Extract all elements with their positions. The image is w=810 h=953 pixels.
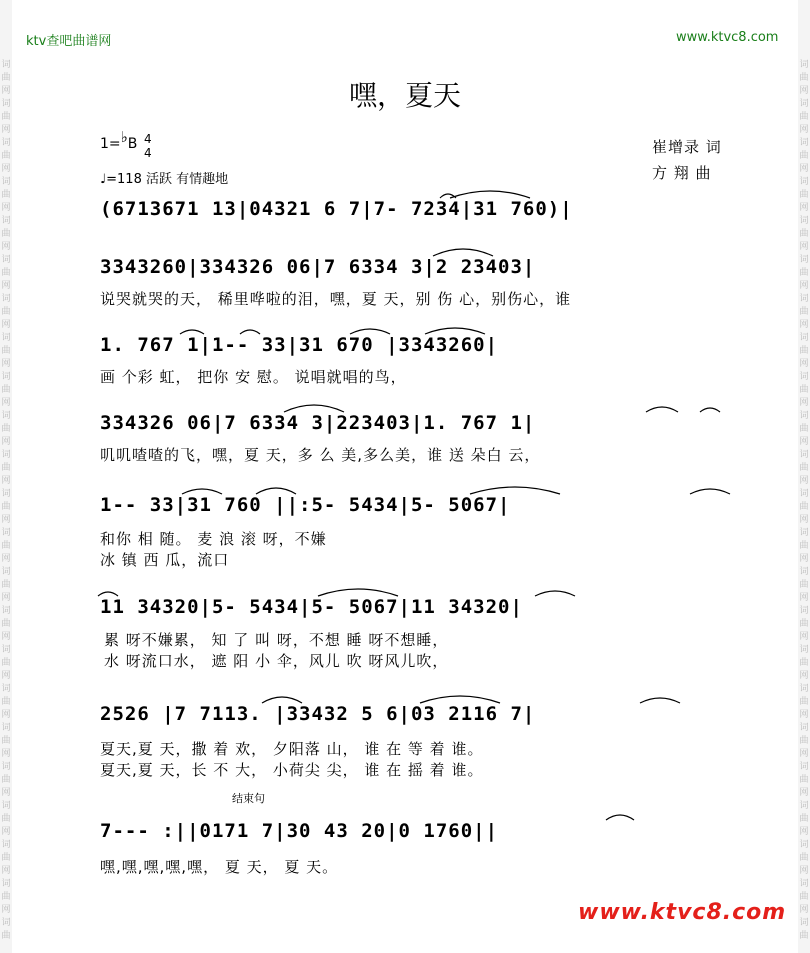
slur-arc bbox=[433, 249, 493, 256]
sidebar-char: 曲 bbox=[1, 736, 11, 746]
sidebar-char: 曲 bbox=[799, 268, 809, 278]
lyric-line: 嘿,嘿,嘿,嘿,嘿， 夏 天， 夏 天。 bbox=[100, 858, 339, 876]
score-line-notes: 2526 |7 7113. |33432 5 6|03 2116 7| bbox=[100, 703, 536, 725]
sidebar-char: 网 bbox=[799, 866, 809, 876]
sidebar-char: 曲 bbox=[799, 658, 809, 668]
sidebar-char: 词 bbox=[1, 606, 11, 616]
sidebar-char: 曲 bbox=[799, 775, 809, 785]
sidebar-char: 网 bbox=[1, 359, 11, 369]
tempo-marking: ♩=118 活跃 有情趣地 bbox=[100, 172, 229, 187]
sidebar-char: 词 bbox=[799, 840, 809, 850]
sidebar-char: 曲 bbox=[799, 697, 809, 707]
sidebar-char: 曲 bbox=[1, 112, 11, 122]
sidebar-char: 曲 bbox=[799, 580, 809, 590]
sidebar-char: 曲 bbox=[799, 112, 809, 122]
sidebar-char: 网 bbox=[1, 866, 11, 876]
slur-arc bbox=[470, 487, 560, 494]
sidebar-char: 词 bbox=[1, 684, 11, 694]
sidebar-char: 曲 bbox=[799, 931, 809, 941]
sidebar-char: 曲 bbox=[799, 892, 809, 902]
ending-label: 结束句 bbox=[232, 792, 265, 805]
sidebar-char: 曲 bbox=[1, 229, 11, 239]
key-label: 1= bbox=[100, 136, 121, 152]
sidebar-char: 曲 bbox=[1, 775, 11, 785]
song-title: 嘿，夏天 bbox=[348, 79, 461, 112]
sidebar-char: 曲 bbox=[799, 619, 809, 629]
sidebar-char: 网 bbox=[1, 281, 11, 291]
lyric-line: 和你 相 随。 麦 浪 滚 呀，不嫌 bbox=[100, 530, 327, 548]
sidebar-char: 网 bbox=[799, 632, 809, 642]
lyric-line: 画 个彩 虹， 把你 安 慰。 说唱就唱的鸟， bbox=[100, 368, 407, 386]
sidebar-char: 曲 bbox=[1, 502, 11, 512]
sidebar-char: 词 bbox=[799, 528, 809, 538]
sidebar-char: 曲 bbox=[1, 931, 11, 941]
sidebar-char: 网 bbox=[799, 320, 809, 330]
sidebar-char: 曲 bbox=[799, 463, 809, 473]
sidebar-char: 网 bbox=[1, 671, 11, 681]
sidebar-char: 曲 bbox=[1, 658, 11, 668]
flat-symbol: ♭ bbox=[120, 128, 128, 146]
sidebar-char: 曲 bbox=[799, 229, 809, 239]
sidebar-char: 词 bbox=[1, 138, 11, 148]
sidebar-char: 词 bbox=[799, 684, 809, 694]
sidebar-char: 网 bbox=[799, 788, 809, 798]
key-note: B bbox=[127, 136, 138, 152]
key-signature bbox=[100, 128, 138, 152]
sidebar-char: 词 bbox=[1, 411, 11, 421]
score-line-notes: 334326 06|7 6334 3|223403|1. 767 1| bbox=[100, 412, 536, 434]
slur-arc bbox=[318, 589, 398, 596]
sidebar-char: 网 bbox=[1, 437, 11, 447]
sidebar-char: 曲 bbox=[1, 73, 11, 83]
sidebar-char: 曲 bbox=[1, 463, 11, 473]
lyric-line: 累 呀不嫌累， 知 了 叫 呀，不想 睡 呀不想睡， bbox=[104, 631, 449, 649]
sidebar-char: 词 bbox=[1, 528, 11, 538]
sidebar-char: 曲 bbox=[1, 853, 11, 863]
sidebar-char: 网 bbox=[799, 164, 809, 174]
sidebar-char: 词 bbox=[799, 294, 809, 304]
sidebar-char: 网 bbox=[1, 320, 11, 330]
sidebar-char: 网 bbox=[1, 203, 11, 213]
sidebar-char: 词 bbox=[1, 918, 11, 928]
score-line-notes: 1-- 33|31 760 ||:5- 5434|5- 5067| bbox=[100, 494, 511, 516]
sidebar-char: 网 bbox=[1, 632, 11, 642]
sidebar-char: 曲 bbox=[799, 541, 809, 551]
sidebar-char: 曲 bbox=[799, 73, 809, 83]
sidebar-char: 网 bbox=[799, 359, 809, 369]
sidebar-char: 词 bbox=[799, 879, 809, 889]
sidebar-char: 词 bbox=[799, 567, 809, 577]
slur-arc bbox=[420, 696, 500, 703]
sidebar-char: 曲 bbox=[1, 385, 11, 395]
sidebar-char: 网 bbox=[799, 437, 809, 447]
sidebar-char: 网 bbox=[799, 125, 809, 135]
composer-credit: 方 翔 曲 bbox=[652, 164, 712, 182]
sidebar-char: 词 bbox=[799, 645, 809, 655]
sidebar-char: 词 bbox=[1, 645, 11, 655]
sidebar-char: 词 bbox=[1, 60, 11, 70]
sidebar-char: 词 bbox=[1, 177, 11, 187]
score-line-notes: 7--- :||0171 7|30 43 20|0 1760|| bbox=[100, 820, 499, 842]
sidebar-char: 词 bbox=[799, 801, 809, 811]
score-line-notes: 1. 767 1|1-- 33|31 670 |3343260| bbox=[100, 334, 499, 356]
sidebar-char: 曲 bbox=[1, 580, 11, 590]
sidebar-char: 曲 bbox=[799, 346, 809, 356]
sidebar-char: 词 bbox=[1, 294, 11, 304]
time-bottom: 4 bbox=[144, 146, 152, 160]
sidebar-char: 曲 bbox=[799, 190, 809, 200]
sidebar-char: 网 bbox=[1, 476, 11, 486]
sidebar-char: 词 bbox=[799, 372, 809, 382]
sidebar-char: 词 bbox=[799, 606, 809, 616]
sidebar-char: 曲 bbox=[799, 736, 809, 746]
sidebar-char: 词 bbox=[1, 723, 11, 733]
sidebar-char: 网 bbox=[1, 905, 11, 915]
sidebar-char: 曲 bbox=[799, 424, 809, 434]
sidebar-char: 词 bbox=[799, 918, 809, 928]
sidebar-char: 网 bbox=[1, 515, 11, 525]
sidebar-char: 词 bbox=[1, 333, 11, 343]
sidebar-char: 词 bbox=[1, 879, 11, 889]
sidebar-char: 词 bbox=[799, 216, 809, 226]
sidebar-char: 曲 bbox=[799, 502, 809, 512]
sidebar-char: 词 bbox=[1, 450, 11, 460]
sidebar-char: 网 bbox=[1, 788, 11, 798]
sidebar-char: 网 bbox=[1, 554, 11, 564]
sidebar-char: 曲 bbox=[1, 346, 11, 356]
sidebar-char: 网 bbox=[799, 749, 809, 759]
sidebar-char: 网 bbox=[799, 203, 809, 213]
credits bbox=[652, 134, 722, 186]
sidebar-char: 网 bbox=[1, 125, 11, 135]
sidebar-char: 曲 bbox=[799, 307, 809, 317]
sidebar-char: 词 bbox=[799, 762, 809, 772]
sidebar-char: 网 bbox=[1, 86, 11, 96]
sidebar-char: 词 bbox=[1, 372, 11, 382]
watermark-logo: www.ktvc8.com bbox=[578, 900, 787, 925]
sidebar-char: 网 bbox=[1, 164, 11, 174]
lyric-line: 说哭就哭的天， 稀里哗啦的泪，嘿，夏 天，别 伤 心，别伤心，谁 bbox=[100, 290, 572, 308]
sidebar-char: 网 bbox=[799, 86, 809, 96]
site-name-left[interactable]: ktv查吧曲谱网 bbox=[26, 34, 112, 49]
site-url-right[interactable]: www.ktvc8.com bbox=[676, 30, 779, 45]
sidebar-char: 曲 bbox=[1, 151, 11, 161]
sidebar-char: 网 bbox=[799, 827, 809, 837]
sidebar-char: 曲 bbox=[799, 385, 809, 395]
sidebar-char: 词 bbox=[1, 99, 11, 109]
sidebar-char: 网 bbox=[1, 749, 11, 759]
sidebar-char: 词 bbox=[799, 450, 809, 460]
sidebar-char: 词 bbox=[799, 489, 809, 499]
sidebar-char: 词 bbox=[1, 801, 11, 811]
right-margin-strip bbox=[798, 0, 810, 953]
sidebar-char: 网 bbox=[799, 710, 809, 720]
lyric-line: 叽叽喳喳的飞，嘿，夏 天，多 么 美,多么美，谁 送 朵白 云， bbox=[100, 446, 541, 464]
sidebar-char: 网 bbox=[799, 242, 809, 252]
sidebar-char: 网 bbox=[1, 398, 11, 408]
sidebar-char: 网 bbox=[1, 827, 11, 837]
sidebar-char: 曲 bbox=[1, 268, 11, 278]
left-margin-strip bbox=[0, 0, 12, 953]
sidebar-char: 词 bbox=[799, 60, 809, 70]
sidebar-char: 曲 bbox=[1, 892, 11, 902]
sidebar-char: 曲 bbox=[799, 853, 809, 863]
slur-arc bbox=[284, 405, 344, 412]
sidebar-char: 曲 bbox=[1, 541, 11, 551]
sidebar-char: 曲 bbox=[799, 814, 809, 824]
sidebar-char: 曲 bbox=[799, 151, 809, 161]
sidebar-char: 网 bbox=[799, 593, 809, 603]
sidebar-char: 网 bbox=[799, 515, 809, 525]
lyric-line: 夏天,夏 天，长 不 大， 小荷尖 尖， 谁 在 摇 着 谁。 bbox=[100, 761, 484, 779]
score-line-notes: 11 34320|5- 5434|5- 5067|11 34320| bbox=[100, 596, 523, 618]
sidebar-char: 网 bbox=[799, 398, 809, 408]
sidebar-char: 曲 bbox=[1, 307, 11, 317]
sidebar-char: 词 bbox=[799, 411, 809, 421]
lyricist-credit: 崔增录 词 bbox=[652, 138, 722, 156]
sidebar-char: 词 bbox=[1, 216, 11, 226]
sidebar-char: 词 bbox=[799, 138, 809, 148]
sidebar-char: 词 bbox=[799, 255, 809, 265]
sidebar-char: 词 bbox=[1, 567, 11, 577]
sidebar-char: 词 bbox=[799, 99, 809, 109]
sidebar-char: 曲 bbox=[1, 814, 11, 824]
sidebar-char: 词 bbox=[799, 723, 809, 733]
sidebar-char: 网 bbox=[1, 710, 11, 720]
sidebar-char: 词 bbox=[799, 333, 809, 343]
sidebar-char: 曲 bbox=[1, 424, 11, 434]
lyric-line: 夏天,夏 天，撒 着 欢， 夕阳落 山， 谁 在 等 着 谁。 bbox=[100, 740, 484, 758]
sidebar-char: 网 bbox=[799, 671, 809, 681]
time-signature bbox=[144, 132, 152, 160]
sidebar-char: 网 bbox=[799, 281, 809, 291]
sidebar-char: 词 bbox=[1, 840, 11, 850]
sidebar-char: 网 bbox=[1, 593, 11, 603]
lyric-line: 冰 镇 西 瓜，流口 bbox=[100, 551, 230, 569]
sidebar-char: 网 bbox=[799, 476, 809, 486]
sidebar-char: 曲 bbox=[1, 190, 11, 200]
sidebar-char: 网 bbox=[1, 242, 11, 252]
time-top: 4 bbox=[144, 132, 152, 146]
sidebar-char: 词 bbox=[1, 489, 11, 499]
sidebar-char: 词 bbox=[1, 255, 11, 265]
sidebar-char: 网 bbox=[799, 554, 809, 564]
slur-arc bbox=[450, 191, 530, 198]
sidebar-char: 曲 bbox=[1, 619, 11, 629]
sidebar-char: 词 bbox=[1, 762, 11, 772]
lyric-line: 水 呀流口水， 遮 阳 小 伞，风儿 吹 呀风儿吹， bbox=[104, 652, 449, 670]
sidebar-char: 网 bbox=[799, 905, 809, 915]
sidebar-char: 曲 bbox=[1, 697, 11, 707]
score-line-notes: 3343260|334326 06|7 6334 3|2 23403| bbox=[100, 256, 536, 278]
sidebar-char: 词 bbox=[799, 177, 809, 187]
score-line-notes: (6713671 13|04321 6 7|7- 7234|31 760)| bbox=[100, 198, 573, 220]
